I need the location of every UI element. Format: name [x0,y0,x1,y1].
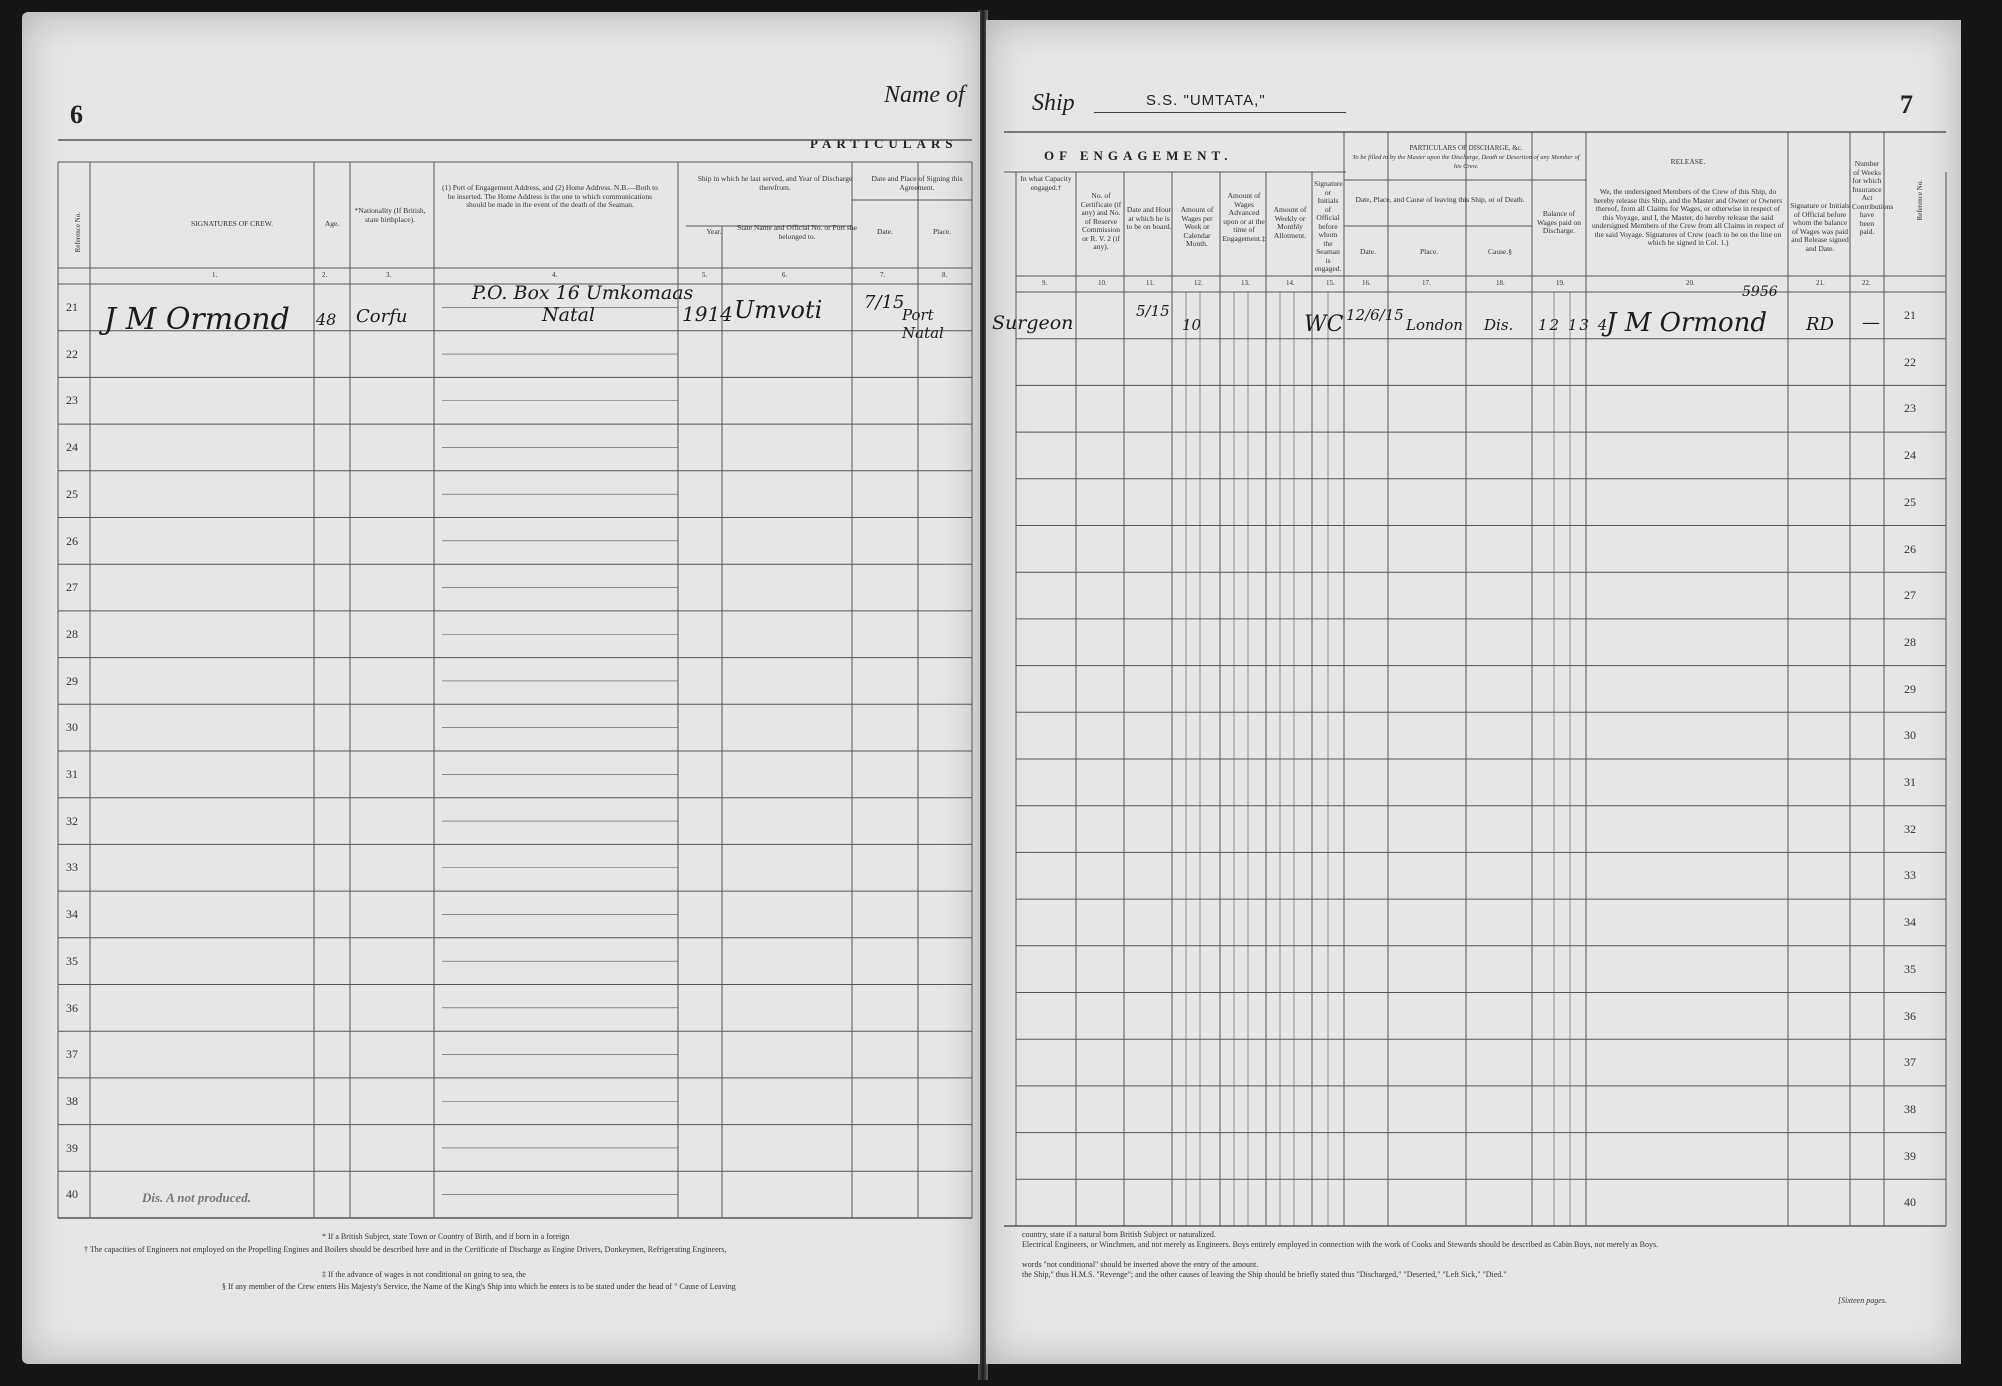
row21-address-line1: P.O. Box 16 Umkomaas [472,282,694,304]
column-number: 18. [1496,279,1505,287]
row-number-right: 34 [1904,915,1916,930]
discharge-subtitle: To be filled in by the Master upon the Discharge, Death or Desertion of any Member of his Crew. [1352,154,1580,170]
engagement-heading: OF ENGAGEMENT. [1044,148,1233,163]
column-number: 4. [552,271,558,279]
release-text: We, the undersigned Members of the Crew of this Ship, do hereby release this Ship, and the Master and Owner or Owners thereof, from all Claims for Wages, or otherwise in respect of this Voyage, and I, the Master, do hereby release the said undersigned Members of the Crew from all Claims in respect of the said Voyage. Signatures of Crew (each to be on the line on which he signed in Col. 1.) [1591,187,1785,247]
row21-year: 1914 [682,302,733,326]
footnote-left-3: ‡ If the advance of wages is not conditional on going to sea, the [322,1270,526,1279]
row21-balance: 12 13 4 [1538,316,1610,334]
row-number: 35 [66,953,78,968]
row-number-right: 23 [1904,401,1916,416]
row-number-right: 27 [1904,588,1916,603]
row-number: 38 [66,1093,78,1108]
row-number: 30 [66,720,78,735]
row-number: 28 [66,626,78,641]
column-number: 9. [1042,279,1048,287]
column-number: 7. [880,271,886,279]
column-number: 10. [1098,279,1107,287]
header-certificate: No. of Certificate (if any) and No. of Reserve Commission or R. V. 2 (if any). [1080,191,1122,251]
header-nationality: *Nationality (If British, state birthplace). [354,206,426,224]
row21-address-line2: Natal [542,304,595,326]
header-ref-no-left: Reference No. [74,212,82,253]
header-balance: Balance of Wages paid on Discharge. [1537,209,1581,235]
header-discharge-place: Place. [1419,247,1439,256]
header-ship-last-served: Ship in which he last served, and Year of Discharge therefrom. [697,174,853,192]
row-number-right: 38 [1904,1101,1916,1116]
row40-stamp: Dis. A not produced. [142,1190,251,1205]
column-number: 22. [1862,279,1871,287]
row-number: 21 [66,300,78,314]
column-number: 5. [702,271,708,279]
row-number-right: 29 [1904,681,1916,696]
column-number: 19. [1556,279,1565,287]
header-date-place: Date and Place of Signing this Agreement. [871,174,963,192]
column-number: 11. [1146,279,1155,287]
header-date-place-cause: Date, Place, and Cause of leaving this Ship, or of Death. [1355,195,1525,204]
row21-official: WC [1304,312,1344,337]
row-number: 27 [66,580,78,595]
footnote-right-4: the Ship," thus H.M.S. "Revenge"; and the other causes of leaving the Ship should be briefly stated thus "Discharged," "Deserted," "Left Sick," "Died." [1022,1270,1507,1279]
footnote-left-4: § If any member of the Crew enters His Majesty's Service, the Name of the King's Ship into which he enters is to be stated under the head of " Cause of Leaving [222,1282,736,1291]
header-discharge-date: Date. [1359,247,1377,256]
column-number: 21. [1816,279,1825,287]
sixteen-pages: [Sixteen pages. [1838,1296,1887,1305]
row21-date-hour: 5/15 [1136,302,1170,320]
header-age: Age. [324,219,340,228]
row21-ship: Umvoti [734,296,823,324]
header-capacity: In what Capacity engaged.† [1020,174,1072,192]
ship-name: S.S. "UMTATA," [1146,92,1266,109]
column-number: 16. [1362,279,1371,287]
row21-discharge-cause: Dis. [1484,316,1514,334]
row21-release-signature: J M Ormond [1606,308,1768,338]
header-year: Year. [706,227,722,236]
row-number: 22 [66,346,78,361]
row-number: 37 [66,1047,78,1062]
row21-release-number: 5956 [1742,284,1778,300]
header-allotment: Amount of Weekly or Monthly Allotment. [1273,205,1307,240]
column-number: 13. [1241,279,1250,287]
column-number: 15. [1326,279,1335,287]
column-number: 20. [1686,279,1695,287]
row21-discharge-place: London [1406,316,1463,334]
header-wages: Amount of Wages per Week or Calendar Month. [1180,205,1214,248]
row-number: 34 [66,907,78,922]
row-number: 32 [66,813,78,828]
row-number-right: 22 [1904,354,1916,369]
release-title: RELEASE. [1670,157,1706,166]
footnote-left-1: * If a British Subject, state Town or Country of Birth, and if born in a foreign [322,1232,570,1241]
header-date: Date. [876,227,894,236]
column-number: 3. [386,271,392,279]
left-page [22,12,980,1364]
row-number: 36 [66,1000,78,1015]
header-signatures: SIGNATURES OF CREW. [190,219,274,228]
header-discharge-cause: Cause.§ [1488,247,1512,256]
row-number-right: 32 [1904,821,1916,836]
row21-date: 7/15 [864,292,905,313]
row-number: 24 [66,440,78,455]
column-number: 14. [1286,279,1295,287]
row-number: 31 [66,767,78,781]
ship-heading: Ship [1032,90,1075,116]
header-weeks: Number of Weeks for which Insurance Act Contributions have been paid. [1852,159,1894,236]
column-number: 2. [322,271,328,279]
row-number-right: 26 [1904,541,1916,556]
row-number-right: 33 [1904,868,1916,883]
page-number-right: 7 [1900,90,1913,119]
row21-official-release: RD [1806,314,1834,335]
header-date-hour: Date and Hour at which he is to be on board. [1126,205,1172,231]
row-number-right: 31 [1904,775,1916,789]
row-number: 23 [66,393,78,408]
row-number: 33 [66,860,78,875]
row-number: 39 [66,1140,78,1155]
footnote-left-2: † The capacities of Engineers not employed on the Propelling Engines and Boilers should be described here and in the Certificate of Discharge as Engine Drivers, Donkeymen, Refrigerating Engineers, [84,1245,727,1254]
header-sig-official-release: Signature or Initials of Official before whom the balance of Wages was paid and Release signed and Date. [1790,201,1850,253]
right-page [986,20,1961,1364]
row-number: 25 [66,486,78,501]
row-number-right: 36 [1904,1008,1916,1023]
row-number: 26 [66,533,78,548]
header-sig-official: Signature or Initials of Official before whom the Seaman is engaged. [1314,179,1343,273]
header-state-name: State Name and Official No. or Port she belonged to. [737,223,857,241]
discharge-title: PARTICULARS OF DISCHARGE, &c. [1409,144,1523,152]
footnote-right-3: words "not conditional" should be inserted above the entry of the amount. [1022,1260,1259,1269]
row21-weeks: — [1862,312,1880,333]
row21-discharge-date: 12/6/15 [1346,306,1404,324]
name-of-heading: Name of [884,82,965,108]
row-number-right: 21 [1904,308,1916,322]
column-number: 17. [1422,279,1431,287]
left-table-grid [22,12,980,1364]
header-place: Place. [932,227,952,236]
row-number-right: 39 [1904,1148,1916,1163]
row-number-right: 40 [1904,1195,1916,1210]
row21-capacity: Surgeon [992,312,1074,334]
header-ref-no-right: Reference No. [1916,180,1924,221]
row-number-right: 25 [1904,494,1916,509]
row-number-right: 37 [1904,1055,1916,1070]
particulars-heading: PARTICULARS [810,136,958,151]
column-number: 6. [782,271,788,279]
row21-age: 48 [316,310,337,329]
row-number-right: 24 [1904,448,1916,463]
row-number-right: 30 [1904,728,1916,743]
row21-nationality: Corfu [356,306,408,327]
footnote-right-2: Electrical Engineers, or Winchmen, and not merely as Engineers. Boys entirely employed in connection with the work of Cooks and Stewards should be described as Cabin Boys, not merely as Boys. [1022,1240,1659,1249]
row21-wages: 10 [1182,316,1202,334]
row-number: 40 [66,1187,78,1202]
row21-place: Port Natal [902,306,944,342]
row21-signature: J M Ormond [104,302,290,337]
header-advanced: Amount of Wages Advanced upon or at the time of Engagement.‡ [1222,191,1266,243]
row-number-right: 28 [1904,634,1916,649]
header-address: (1) Port of Engagement Address, and (2) Home Address. N.B.—Both to be inserted. The Home Address is the one to which communications should be made in the event of the death of the Seaman. [442,183,658,209]
footnote-right-1: country, state if a natural born British Subject or naturalized. [1022,1230,1216,1239]
row-number: 29 [66,673,78,688]
column-number: 8. [942,271,948,279]
page-number-left: 6 [70,100,83,129]
column-number: 12. [1194,279,1203,287]
column-number: 1. [212,271,218,279]
row-number-right: 35 [1904,961,1916,976]
